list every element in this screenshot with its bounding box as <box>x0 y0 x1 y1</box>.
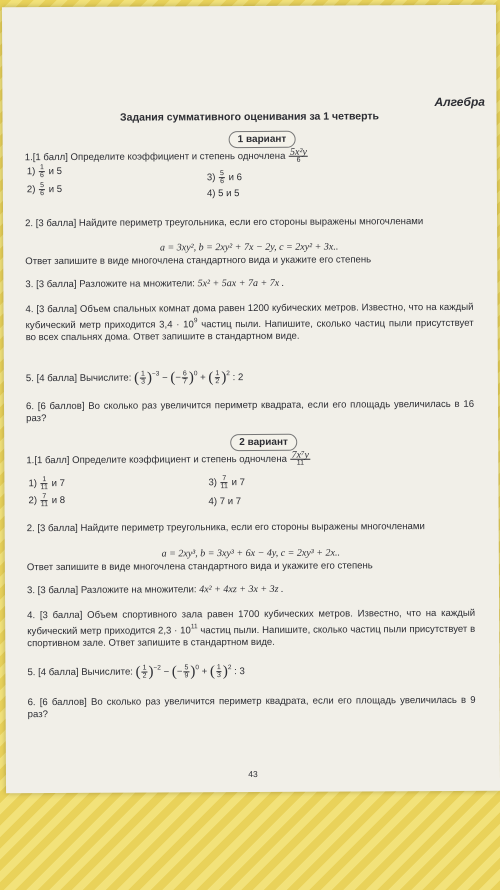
v2-task-6: 6. [6 баллов] Во сколько раз увеличится периметр квадрата, если его площадь увеличилась в 9 раз? <box>27 694 476 721</box>
v1-task-2-answer: Ответ запишите в виде многочлена стандартного вида и укажите его степень <box>25 254 372 268</box>
v1-task-5: 5. [4 балла] Вычислите: ( $\frac{1}{3}$ )$^{-3}$ − (− $\frac{6}{7}$ )$^0$ + ( $\frac{1}{2}$ )$^2$ : 2 <box>25 369 244 387</box>
v1-task-3: 3. [3 балла] Разложите на множители: 5x² + 5ax + 7a + 7x . <box>25 277 285 291</box>
v2-task-2-answer: Ответ запишите в виде многочлена стандартного вида и укажите его степень <box>26 560 373 574</box>
v2-option-2: 2) $\frac{7}{11}$ и 8 <box>28 493 66 509</box>
v1-option-1: 1) $\frac{1}{6}$ и 5 <box>26 164 62 180</box>
v1-task-1-text: 1.[1 балл] Определите коэффициент и степень одночлена <box>24 150 286 164</box>
v1-option-4: 4) 5 и 5 <box>206 188 240 200</box>
page-number: 43 <box>248 768 258 780</box>
v1-option-3: 3) $\frac{5}{6}$ и 6 <box>206 170 243 186</box>
worksheet-page <box>2 5 500 794</box>
v1-task-2: 2. [3 балла] Найдите периметр треугольника, если его стороны выражены многочленами <box>25 216 424 230</box>
v2-task-5: 5. [4 балла] Вычислите: ( $\frac{1}{2}$ )$^{-2}$ − (− $\frac{5}{9}$ )$^0$ + ( $\frac{1}{3}$ )$^2$ : 3 <box>27 663 245 681</box>
v2-task-1-text: 1.[1 балл] Определите коэффициент и степень одночлена <box>26 453 288 467</box>
v2-task-1 <box>26 451 474 468</box>
variant-1-label: 1 вариант <box>229 131 296 148</box>
variant-2-label: 2 вариант <box>230 434 297 451</box>
v2-option-3: 3) $\frac{7}{11}$ и 7 <box>208 475 245 491</box>
v2-task-2: 2. [3 балла] Найдите периметр треугольника, если его стороны выражены многочленами <box>26 521 425 535</box>
v1-task-6: 6. [6 баллов] Во сколько раз увеличится периметр квадрата, если его площадь увеличилась в 16 раз? <box>26 398 475 425</box>
v2-task-1-monomial: $\frac{\text{7x⁷y}}{11}$ <box>291 449 310 467</box>
v1-task-2-formula: a = 3xy², b = 2xy² + 7x − 2y, c = 2xy² + 3x.. <box>160 241 339 254</box>
v2-option-4: 4) 7 и 7 <box>208 496 242 508</box>
subject-label: Алгебра <box>434 94 485 110</box>
v2-task-3: 3. [3 балла] Разложите на множители: 4x² + 4xz + 3x + 3z . <box>26 583 284 597</box>
v1-task-1-monomial: $\frac{\text{5x²y}}{6}$ <box>290 146 307 164</box>
v2-task-2-formula: a = 2xy³, b = 3xy³ + 6x − 4y, c = 2xy³ + 2x.. <box>161 547 340 560</box>
v1-task-4: 4. [3 балла] Объем спальных комнат дома равен 1200 кубических метров. Известно, что на каждый кубический метр приходится $3,4 \cdot 10^9$ частиц пыли. Напишите, сколько частиц пыли присутствует во всех спальнях дома. Ответ запишите в стандартном виде. <box>25 301 474 344</box>
v2-option-1: 1) $\frac{1}{11}$ и 7 <box>28 476 65 492</box>
v1-task-1 <box>25 148 473 165</box>
v2-task-4: 4. [3 балла] Объем спортивного зала равен 1700 кубических метров. Известно, что на каждый кубический метр приходится $2,3 \cdot 10^{11}$ частиц пыли. Напишите, сколько частиц пыли присутствует в спортивном зале. Ответ запишите в стандартном виде. <box>27 607 476 650</box>
v1-option-2: 2) $\frac{5}{6}$ и 5 <box>26 182 63 198</box>
page-title: Задания суммативного оценивания за 1 четверть <box>119 110 380 124</box>
